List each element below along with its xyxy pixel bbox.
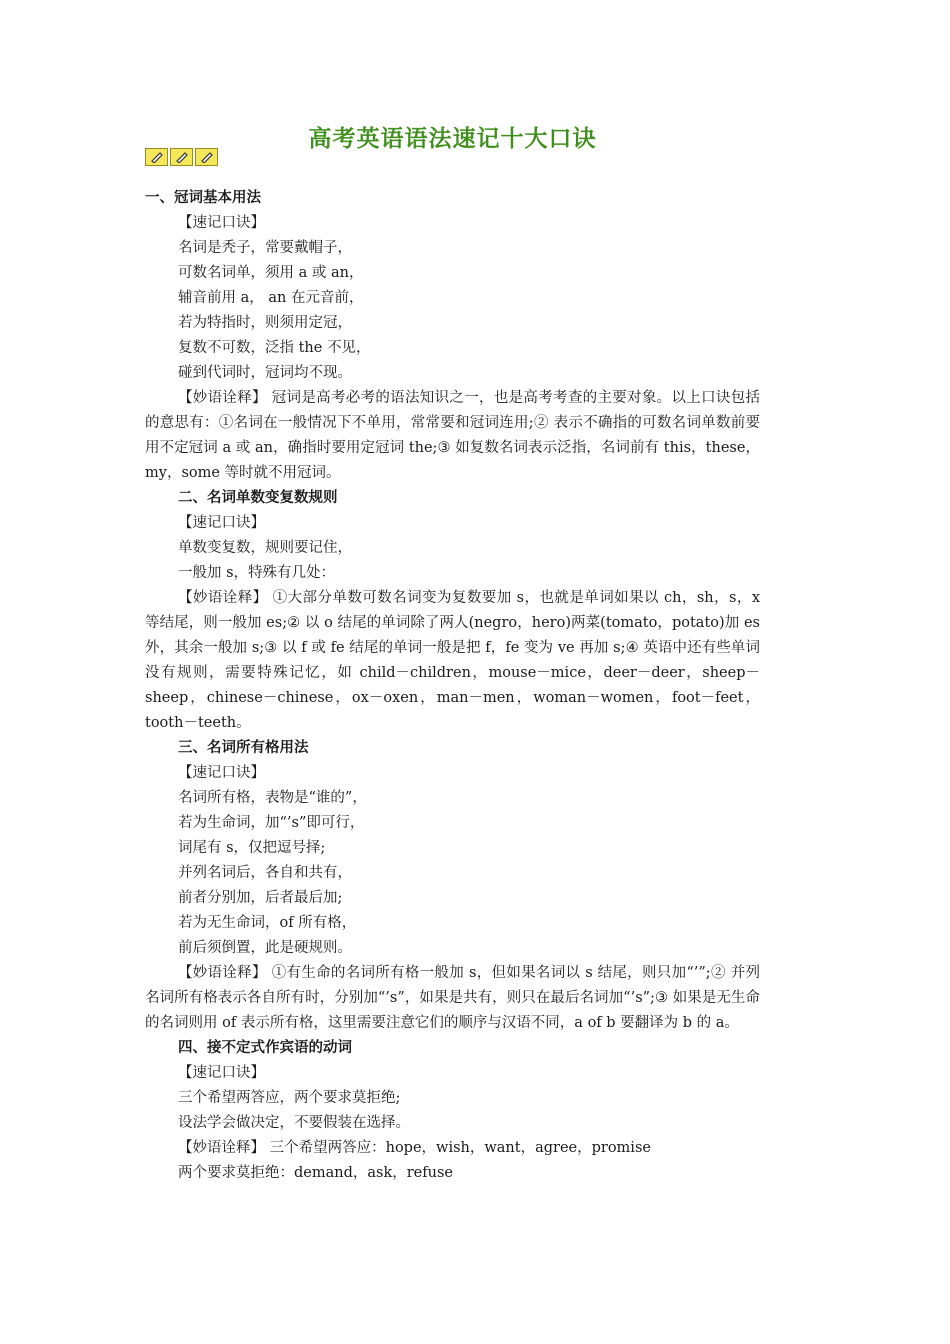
section-heading: 一、冠词基本用法 <box>145 190 261 206</box>
section-heading: 二、名词单数变复数规则 <box>178 490 338 506</box>
rhyme-line: 辅音前用 a， an 在元音前， <box>178 290 364 306</box>
rhyme-line: 若为生命词，加“’s”即可行， <box>178 815 365 831</box>
rhyme-tag: 【速记口诀】 <box>178 1065 265 1081</box>
rhyme-tag: 【速记口诀】 <box>178 765 265 781</box>
explanation-paragraph: 【妙语诠释】 ①大部分单数可数名词变为复数要加 s，也就是单词如果以 ch，sh，s，x 等结尾，则一般加 es;② 以 o 结尾的单词除了两人(negro，hero)两菜(tomato，potato)加 es 外，其余一般加 s;③ 以 f 或 fe 结尾的单词一般是把 f，fe 变为 ve 再加 s;④ 英语中还有些单词没有规则，需要特殊记忆，如 child－children，mouse－mice，deer－deer，sheep－sheep，chinese－chinese，ox－oxen，man－men，woman－women，foot－feet，tooth－teeth。 <box>145 590 760 731</box>
icon-strip <box>145 148 218 166</box>
rhyme-line: 并列名词后，各自和共有， <box>178 865 352 881</box>
rhyme-line: 可数名词单，须用 a 或 an， <box>178 265 364 281</box>
section-heading: 四、接不定式作宾语的动词 <box>178 1040 352 1056</box>
rhyme-line: 若为无生命词，of 所有格， <box>178 915 357 931</box>
rhyme-tag: 【速记口诀】 <box>178 215 265 231</box>
explanation-paragraph: 【妙语诠释】 ①有生命的名词所有格一般加 s，但如果名词以 s 结尾，则只加“’”;② 并列名词所有格表示各自所有时，分别加“’s”，如果是共有，则只在最后名词加“’s”;③ 如果是无生命的名词则用 of 表示所有格，这里需要注意它们的顺序与汉语不同，a of b 要翻译为 b 的 a。 <box>145 965 760 1031</box>
rhyme-line: 若为特指时，则须用定冠， <box>178 315 352 331</box>
section-heading: 三、名词所有格用法 <box>178 740 309 756</box>
rhyme-line: 前者分别加，后者最后加; <box>178 890 343 906</box>
rhyme-line: 名词是秃子，常要戴帽子， <box>178 240 352 256</box>
rhyme-line: 单数变复数，规则要记住， <box>178 540 352 556</box>
rhyme-line: 名词所有格，表物是“谁的”， <box>178 790 367 806</box>
rhyme-line: 复数不可数，泛指 the 不见， <box>178 340 371 356</box>
rhyme-line: 一般加 s，特殊有几处： <box>178 565 336 581</box>
rhyme-line: 碰到代词时，冠词均不现。 <box>178 365 352 381</box>
rhyme-line: 设法学会做决定，不要假装在选择。 <box>178 1115 410 1131</box>
rhyme-line: 前后须倒置，此是硬规则。 <box>178 940 352 956</box>
pencil-icon <box>195 148 218 166</box>
rhyme-line: 三个希望两答应，两个要求莫拒绝; <box>178 1090 401 1106</box>
rhyme-line: 词尾有 s，仅把逗号择; <box>178 840 326 856</box>
explanation-paragraph: 【妙语诠释】 冠词是高考必考的语法知识之一，也是高考考查的主要对象。以上口诀包括的意思有：①名词在一般情况下不单用，常常要和冠词连用;② 表示不确指的可数名词单数前要用不定冠词 a 或 an，确指时要用定冠词 the;③ 如复数名词表示泛指，名词前有 this，these，my，some 等时就不用冠词。 <box>145 390 760 481</box>
rhyme-tag: 【速记口诀】 <box>178 515 265 531</box>
pencil-icon <box>145 148 168 166</box>
page-title: 高考英语语法速记十大口诀 <box>308 126 597 152</box>
explanation-line: 两个要求莫拒绝：demand，ask，refuse <box>178 1165 453 1181</box>
pencil-icon <box>170 148 193 166</box>
explanation-line: 【妙语诠释】 三个希望两答应：hope，wish，want，agree，promise <box>178 1140 651 1156</box>
article-body <box>145 186 760 1186</box>
